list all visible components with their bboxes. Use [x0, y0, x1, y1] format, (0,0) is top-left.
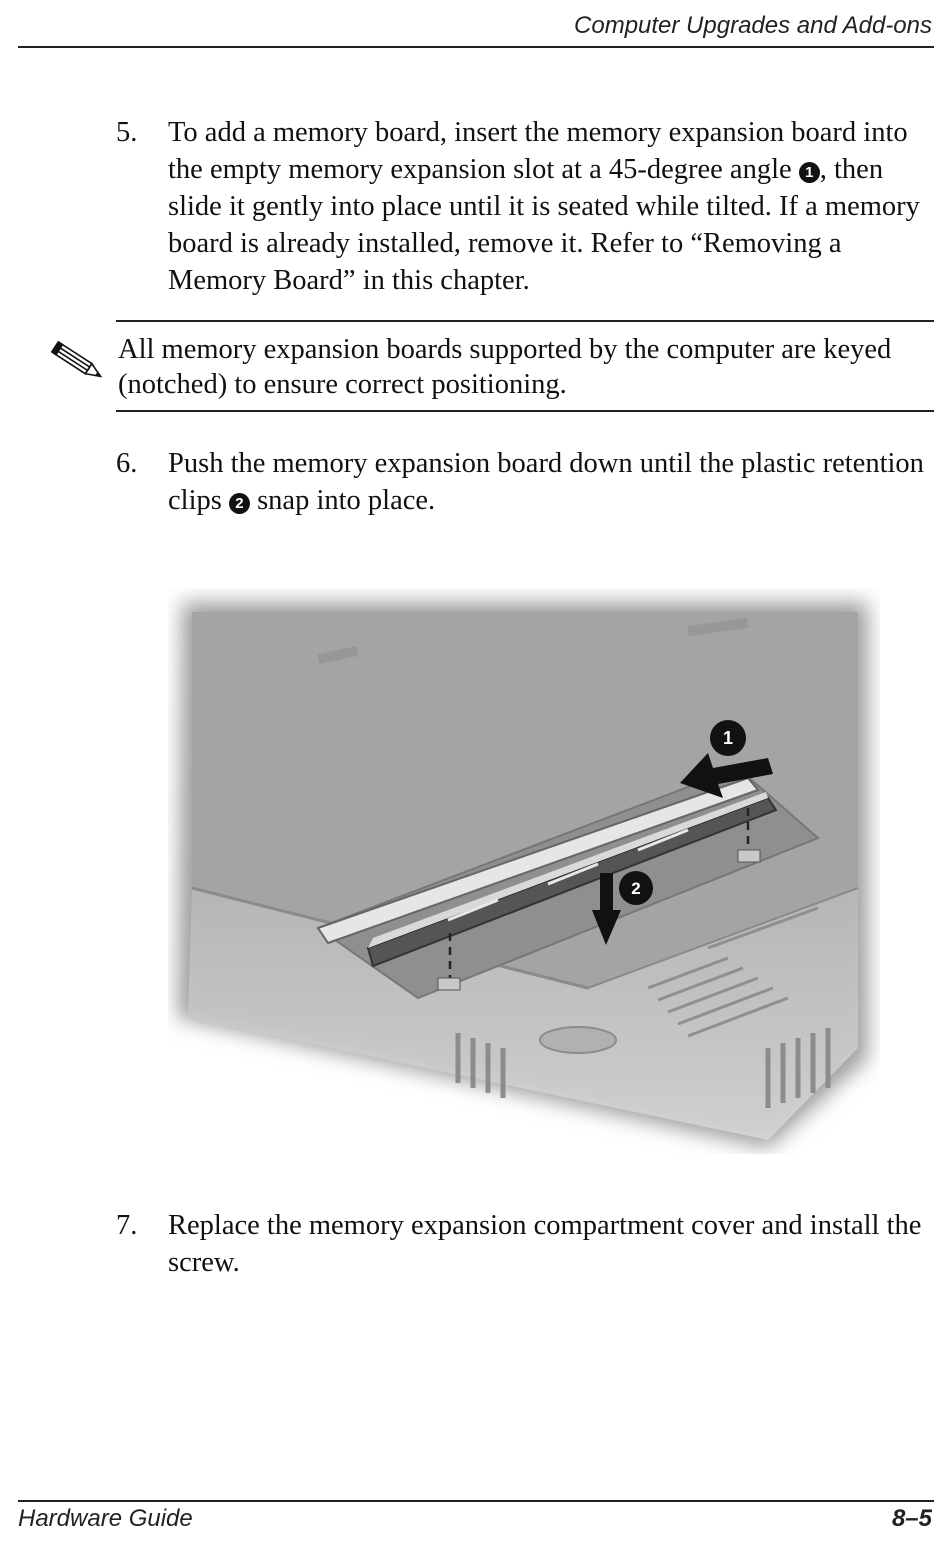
- step-text: [168, 114, 936, 299]
- step-7: [116, 1207, 936, 1281]
- step-number: 6.: [116, 448, 138, 479]
- callout-1-label: 1: [722, 728, 734, 748]
- pencil-icon: [48, 338, 108, 388]
- callout-2-label: 2: [631, 879, 641, 898]
- step-6: [116, 445, 936, 519]
- footer-guide-title: Hardware Guide: [18, 1505, 193, 1532]
- note-top-rule: [116, 320, 934, 322]
- step-text-part-a: To add a memory board, insert the memory expansion board into the empty memory expansion slot at a 45-degree angle: [168, 117, 908, 185]
- header-rule: [18, 46, 934, 48]
- note-text: All memory expansion boards supported by the computer are keyed (notched) to ensure correct positioning.: [118, 334, 892, 400]
- footer-rule: [18, 1500, 934, 1502]
- step-text-part-b: , then slide it gently into place until it is seated while tilted. If a memory board is already installed, remove it. Refer to “Removing a Memory Board” in this chapter.: [168, 154, 920, 296]
- step-text-part-a: Push the memory expansion board down until the plastic retention clips: [168, 448, 924, 516]
- step-text: Replace the memory expansion compartment cover and install the screw.: [168, 1210, 922, 1278]
- callout-marker: 1: [799, 162, 820, 183]
- page-number: 8–5: [891, 1505, 932, 1532]
- memory-board-installation-illustration: [168, 588, 880, 1154]
- header-title: Computer Upgrades and Add-ons: [574, 12, 932, 39]
- callout-marker: 2: [229, 493, 250, 514]
- step-text-part-b: snap into place.: [249, 485, 436, 516]
- step-text: [168, 445, 936, 519]
- note-bottom-rule: [116, 410, 934, 412]
- step-5: [116, 114, 936, 299]
- step-number: 5.: [116, 117, 138, 148]
- step-number: 7.: [116, 1210, 138, 1241]
